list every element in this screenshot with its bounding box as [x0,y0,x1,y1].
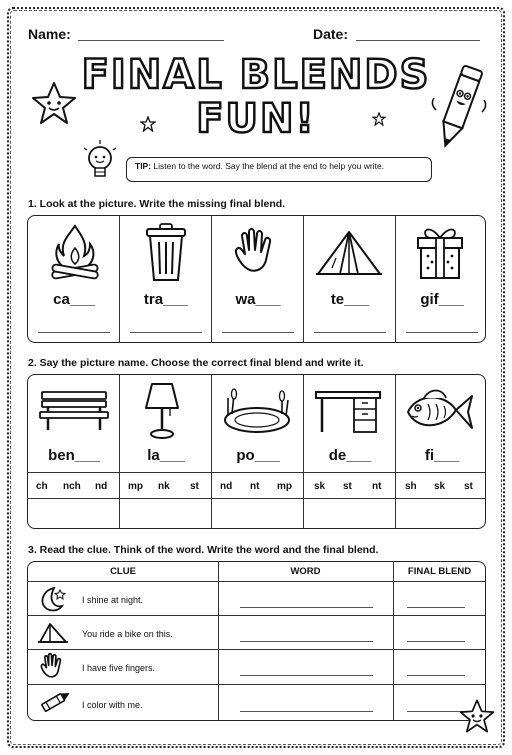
word-answer-line[interactable] [240,711,373,712]
blend-option[interactable]: nt [372,481,382,492]
worksheet-title-line1: FINAL BLENDS [81,52,431,98]
date-field[interactable] [356,40,480,41]
blend-option[interactable]: ch [36,481,48,492]
blend-answer-line[interactable] [407,711,465,712]
answer-line[interactable] [222,332,294,333]
blend-option[interactable]: sh [405,481,417,492]
light-bulb-icon [80,138,120,186]
clue-text: You ride a bike on this. [82,629,173,639]
column-header-word: WORD [290,566,321,577]
blend-option[interactable]: sk [314,481,326,492]
blend-word-fish: fi___ [424,447,460,464]
blend-word-4: te___ [330,291,370,308]
tent-icon [314,228,384,280]
blend-word-1: ca___ [53,291,95,308]
blend-option[interactable]: nch [63,481,81,492]
name-label: Name: [28,26,71,42]
worksheet-title-line2: FUN! [196,96,316,142]
answer-line[interactable] [314,332,386,333]
section2-heading: 2. Say the picture name. Choose the correct final blend and write it. [28,357,364,369]
pencil-mascot-icon [428,60,490,156]
clue-text: I shine at night. [82,595,144,605]
column-header-clue: CLUE [110,566,136,577]
blend-option[interactable]: mp [128,481,143,492]
desk-icon [314,388,382,436]
moon-icon [36,586,68,614]
blend-option[interactable]: st [343,481,352,492]
word-answer-line[interactable] [240,607,373,608]
campfire-icon [48,222,102,284]
clue-text: I have five fingers. [82,663,156,673]
smiling-star-icon [458,698,496,734]
pond-icon [220,386,294,436]
blend-answer-line[interactable] [407,641,465,642]
blend-word-5: gif___ [420,291,464,308]
blend-answer-line[interactable] [407,607,465,608]
blend-option[interactable]: sk [434,481,446,492]
blend-option[interactable]: nd [95,481,108,492]
blend-word-bench: ben___ [48,447,100,464]
blend-option[interactable]: st [464,481,473,492]
small-star-icon [372,112,386,126]
tip-text: Listen to the word. Say the blend at the end to help you write. [151,161,385,171]
section3-heading: 3. Read the clue. Think of the word. Write the word and the final blend. [28,544,379,556]
word-answer-line[interactable] [240,675,373,676]
blend-answer-line[interactable] [407,675,465,676]
smiling-star-icon [30,80,78,126]
clue-text: I color with me. [82,700,143,710]
column-header-final-blend: FINAL BLEND [407,566,472,577]
section1-heading: 1. Look at the picture. Write the missing final blend. [28,198,286,210]
gift-icon [414,222,466,282]
tip-box [126,157,432,182]
blend-word-lamp: la___ [147,447,185,464]
blend-word-2: tra___ [143,291,189,308]
fish-icon [402,384,476,440]
tip-label: TIP: [135,161,152,171]
crayon-icon [34,690,74,714]
hand-icon [36,652,68,682]
answer-line[interactable] [406,332,478,333]
blend-option[interactable]: nt [250,481,260,492]
word-answer-line[interactable] [240,641,373,642]
answer-line[interactable] [130,332,202,333]
small-star-icon [140,116,156,132]
name-field[interactable] [78,40,224,41]
blend-word-3: wa___ [235,291,281,308]
bench-icon [38,388,110,432]
blend-option[interactable]: st [190,481,199,492]
blend-option[interactable]: nd [220,481,233,492]
ramp-icon [36,620,70,646]
blend-word-desk: de___ [328,447,372,464]
hand-icon [230,226,280,280]
blend-word-pond: po___ [236,447,280,464]
answer-line[interactable] [38,332,110,333]
lamp-icon [142,380,182,442]
date-label: Date: [313,26,349,42]
blend-option[interactable]: mp [277,481,292,492]
trash-can-icon [144,222,188,284]
blend-option[interactable]: nk [158,481,170,492]
